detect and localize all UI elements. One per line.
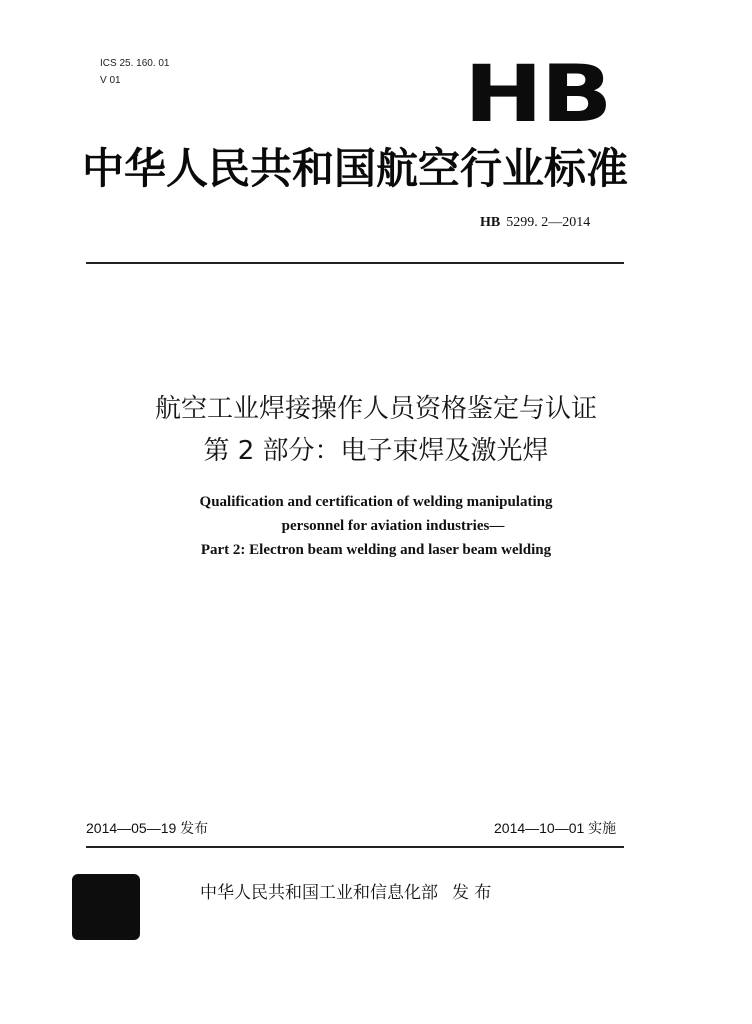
standard-number	[480, 215, 590, 231]
standard-prefix: HB	[480, 215, 501, 230]
chinese-title-line-1: 航空工业焊接操作人员资格鉴定与认证	[154, 394, 597, 424]
classification-codes	[100, 55, 170, 89]
issue-date: 2014—05—19 发布	[86, 820, 209, 836]
english-title-line-2: personnel for aviation industries—	[281, 518, 505, 534]
implementation-date: 2014—10—01 实施	[494, 820, 617, 836]
publisher-line	[200, 878, 491, 903]
publish-label: 发 布	[452, 883, 492, 903]
hb-logo: HB	[464, 48, 611, 140]
bottom-divider	[86, 846, 624, 848]
ics-code: ICS 25. 160. 01	[100, 58, 170, 69]
standard-number-value: 5299. 2—2014	[506, 215, 591, 230]
english-title-line-3: Part 2: Electron beam welding and laser beam welding	[200, 542, 552, 558]
publisher-name: 中华人民共和国工业和信息化部	[200, 883, 438, 903]
org-title: 中华人民共和国航空行业标准	[82, 144, 629, 193]
english-title	[0, 490, 752, 562]
top-divider	[86, 262, 624, 264]
category-code: V 01	[100, 75, 121, 86]
chinese-title	[0, 388, 752, 472]
english-title-line-1: Qualification and certification of welding manipulating	[199, 494, 553, 510]
chinese-title-line-2: 第 2 部分：电子束焊及激光焊	[203, 436, 549, 466]
publisher-mark-block	[72, 874, 140, 940]
